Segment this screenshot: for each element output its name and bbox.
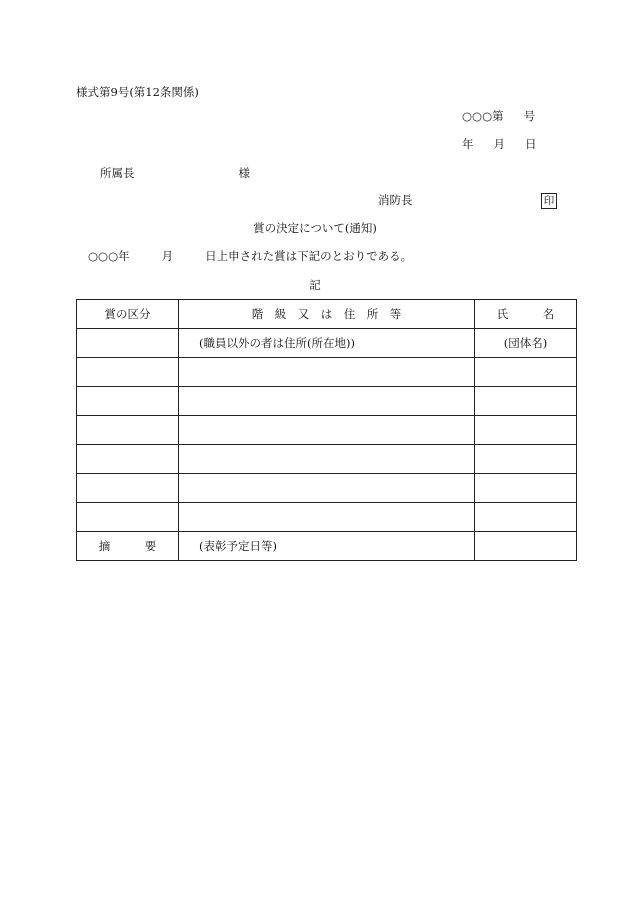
table-cell [179,503,475,532]
form-number: 様式第9号(第12条関係) [76,85,199,99]
award-table [76,299,577,561]
addressee-title: 所属長 [100,166,135,180]
table-cell [77,329,179,358]
document-number-suffix: 号 [523,109,536,123]
table-cell [77,503,179,532]
table-cell [475,474,577,503]
table-row [77,474,577,503]
footer-summary-note: (表彰予定日等) [179,532,475,561]
ki-heading: 記 [309,278,321,292]
date-year: 年 [462,137,474,151]
table-cell [77,445,179,474]
table-cell [77,474,179,503]
body-text [88,249,412,263]
table-cell [179,387,475,416]
table-cell [77,387,179,416]
sender-title: 消防長 [378,193,413,207]
body-month: 月 [161,249,174,263]
table-cell [179,474,475,503]
table-cell [179,358,475,387]
addressee [100,166,250,180]
table-cell [77,358,179,387]
header-award-category: 賞の区分 [77,300,179,329]
body-rest: 日上申された賞は下記のとおりである。 [205,249,413,263]
table-cell [475,358,577,387]
body-era: ○○○年 [88,249,130,263]
subheader-address-note: (職員以外の者は住所(所在地)) [179,329,475,358]
table-footer-row [77,532,577,561]
date-day: 日 [525,137,537,151]
subject-title: 賞の決定について(通知) [253,221,377,235]
header-rank-or-address: 階 級 又 は 住 所 等 [179,300,475,329]
table-row [77,358,577,387]
table-row [77,416,577,445]
table-row [77,387,577,416]
table-cell [475,503,577,532]
table-header-row [77,300,577,329]
table-cell [179,445,475,474]
sender [378,193,560,209]
table-row [77,445,577,474]
table-subheader-row [77,329,577,358]
table-cell [77,416,179,445]
table-row [77,503,577,532]
date-line [462,137,537,151]
seal-mark: 印 [541,193,557,209]
table-cell [475,387,577,416]
table-cell [475,416,577,445]
header-name: 氏 名 [475,300,577,329]
document-number-prefix: ○○○第 [462,109,504,123]
addressee-honorific: 様 [238,166,250,180]
document-number [462,109,535,123]
footer-summary-label: 摘 要 [77,532,179,561]
table-cell [179,416,475,445]
table-cell [475,532,577,561]
subheader-group-name: (団体名) [475,329,577,358]
table-cell [475,445,577,474]
date-month: 月 [493,137,505,151]
